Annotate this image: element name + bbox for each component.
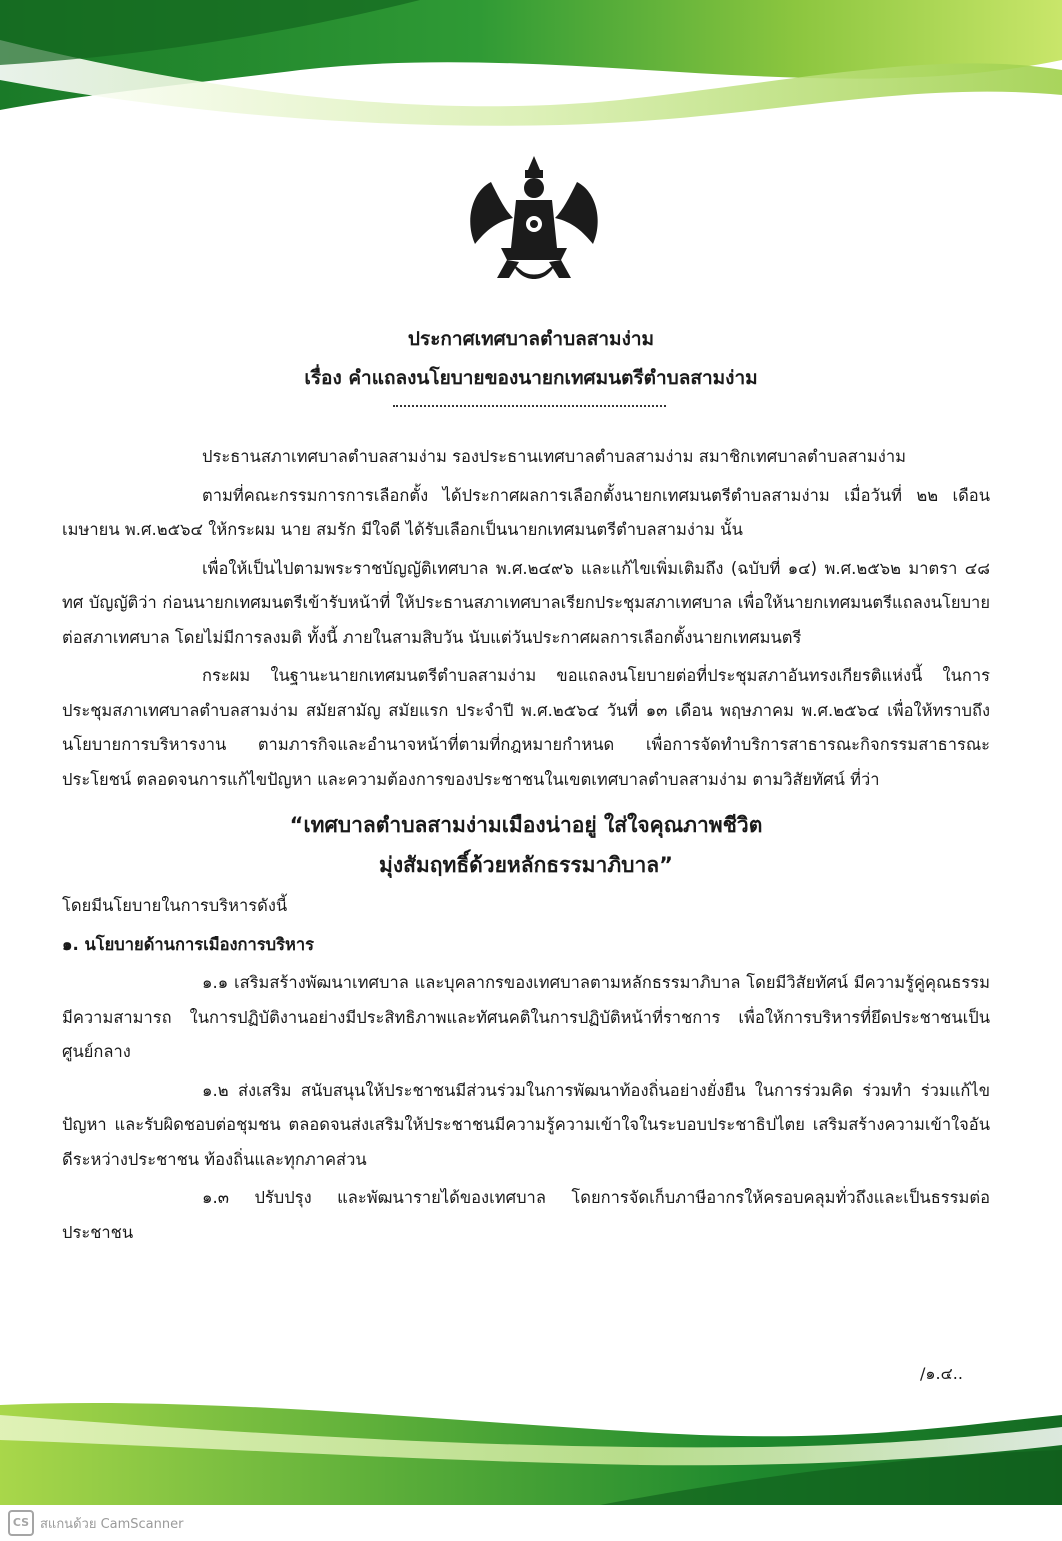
salutation-paragraph: ประธานสภาเทศบาลตำบลสามง่าม รองประธานเทศบาลตำบลสามง่าม สมาชิกเทศบาลตำบลสามง่าม (202, 447, 907, 466)
policy-item-1-2: ๑.๒ ส่งเสริม สนับสนุนให้ประชาชนมีส่วนร่วมในการพัฒนาท้องถิ่นอย่างยั่งยืน ในการร่วมคิด ร่วมทำ ร่วมแก้ไขปัญหา และรับผิดชอบต่อชุมชน ตลอดจนส่งเสริมให้ประชาชนมีความรู้ความเข้าใจในระบอบประชาธิปไตย เสริมสร้างความเข้าใจอันดีระหว่างประชาชน ท้องถิ่นและทุกภาคส่วน (62, 1080, 990, 1169)
policy-item-1-1: ๑.๑ เสริมสร้างพัฒนาเทศบาล และบุคลากรของเทศบาลตามหลักธรรมาภิบาล โดยมีวิสัยทัศน์ มีความรู้คู่คุณธรรม มีความสามารถ ในการปฏิบัติงานอย่างมีประสิทธิภาพและทัศนคติในการปฏิบัติหน้าที่ราชการ เพื่อให้การบริหารที่ยึดประชาชนเป็นศูนย์กลาง (62, 973, 990, 1061)
election-paragraph: ตามที่คณะกรรมการการเลือกตั้ง ได้ประกาศผลการเลือกตั้งนายกเทศมนตรีตำบลสามง่าม เมื่อวันที่ ๒๒ เดือน เมษายน พ.ศ.๒๕๖๔ ให้กระผม นาย สมรัก มีใจดี ได้รับเลือกเป็นนายกเทศมนตรีตำบลสามง่าม นั้น (62, 485, 990, 539)
vision-line-1: “เทศบาลตำบลสามง่ามเมืองน่าอยู่ ใส่ใจคุณภาพชีวิต (289, 813, 763, 837)
announcement-heading: ประกาศเทศบาลตำบลสามง่าม (407, 328, 655, 350)
section-1-heading: ๑. นโยบายด้านการเมืองการบริหาร (62, 934, 315, 954)
garuda-emblem-icon (461, 152, 607, 298)
continued-page-marker: /๑.๔.. (920, 1364, 963, 1383)
legal-basis-paragraph: เพื่อให้เป็นไปตามพระราชบัญญัติเทศบาล พ.ศ.๒๔๙๖ และแก้ไขเพิ่มเติมถึง (ฉบับที่ ๑๔) พ.ศ.๒๕๖๒ มาตรา ๔๘ ทศ บัญญัติว่า ก่อนนายกเทศมนตรีเข้ารับหน้าที่ ให้ประธานสภาเทศบาลเรียกประชุมสภาเทศบาล เพื่อให้นายกเทศมนตรีแถลงนโยบายต่อสภาเทศบาล โดยไม่มีการลงมติ ทั้งนี้ ภายในสามสิบวัน นับแต่วันประกาศผลการเลือกตั้งนายกเทศมนตรี (62, 558, 990, 647)
policy-item-1-3: ๑.๓ ปรับปรุง และพัฒนารายได้ของเทศบาล โดยการจัดเก็บภาษีอากรให้ครอบคลุมทั่วถึงและเป็นธรรมต่อประชาชน (62, 1188, 990, 1242)
scanner-watermark-text: สแกนด้วย CamScanner (40, 1516, 184, 1532)
top-decorative-band (0, 0, 1062, 130)
policy-statement-paragraph: กระผม ในฐานะนายกเทศมนตรีตำบลสามง่าม ขอแถลงนโยบายต่อที่ประชุมสภาอันทรงเกียรติแห่งนี้ ในการประชุมสภาเทศบาลตำบลสามง่าม สมัยสามัญ สมัยแรก ประจำปี พ.ศ.๒๕๖๔ วันที่ ๑๓ เดือน พฤษภาคม พ.ศ.๒๕๖๔ เพื่อให้ทราบถึงนโยบายการบริหารงาน ตามภารกิจและอำนาจหน้าที่ตามที่กฎหมายกำหนด เพื่อการจัดทำบริการสาธารณะกิจกรรมสาธารณะประโยชน์ ตลอดจนการแก้ไขปัญหา และความต้องการของประชาชนในเขตเทศบาลตำบลสามง่าม ตามวิสัยทัศน์ ที่ว่า (62, 666, 990, 789)
scanner-watermark (8, 1510, 183, 1536)
camscanner-logo-icon: CS (8, 1510, 34, 1536)
announcement-subject: เรื่อง คำแถลงนโยบายของนายกเทศมนตรีตำบลสามง่าม (304, 367, 758, 389)
policy-intro: โดยมีนโยบายในการบริหารดังนี้ (62, 896, 288, 915)
dotted-divider (393, 405, 666, 407)
document-body (62, 440, 990, 1254)
vision-line-2: มุ่งสัมฤทธิ์ด้วยหลักธรรมาภิบาล” (379, 853, 673, 877)
vision-statement (62, 805, 990, 885)
bottom-decorative-band (0, 1395, 1062, 1505)
